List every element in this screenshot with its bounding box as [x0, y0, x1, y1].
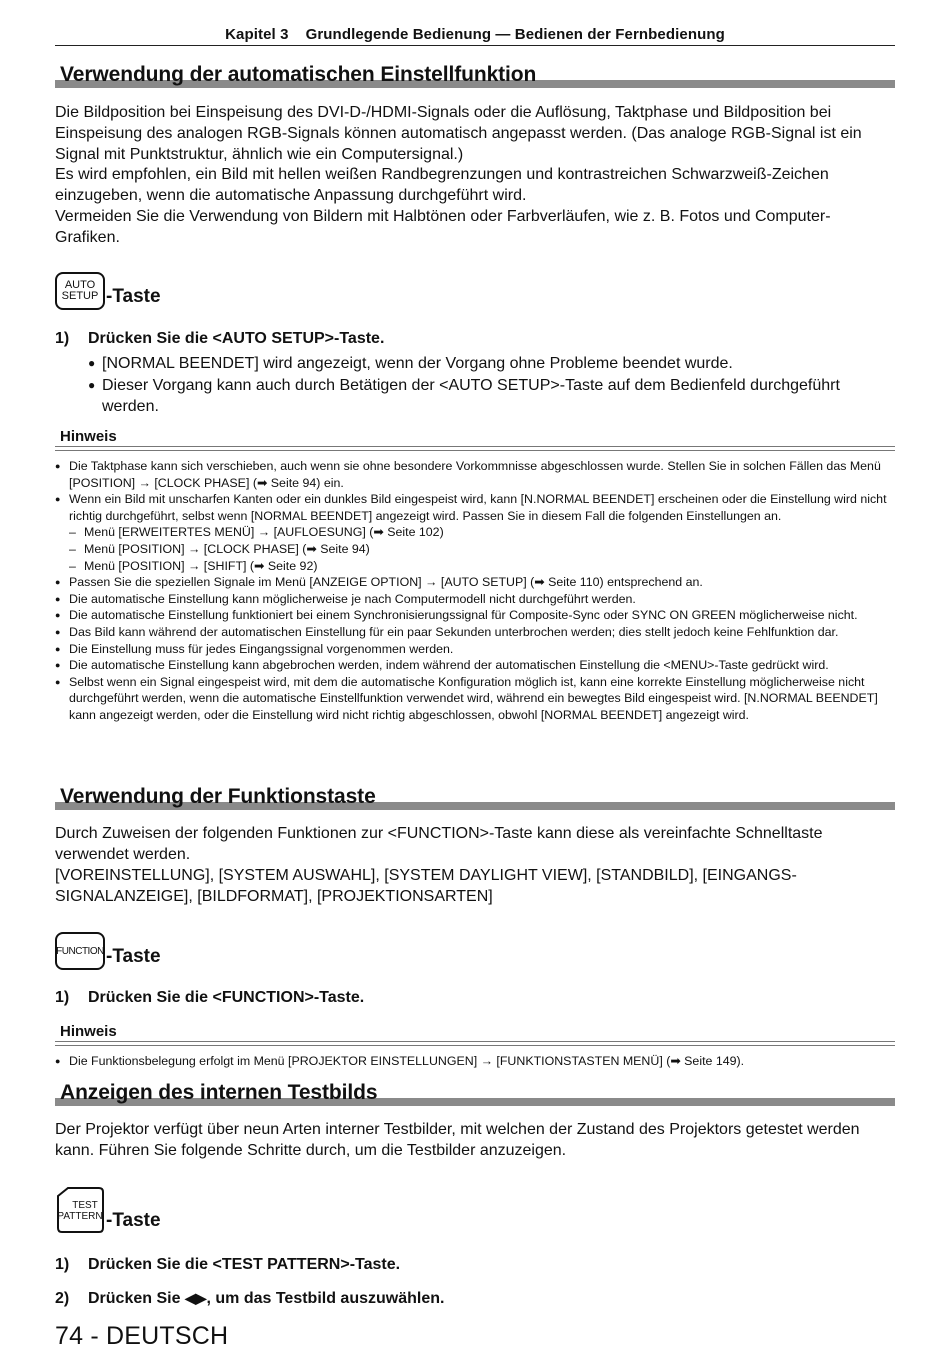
test-step-1 [55, 1256, 400, 1274]
hint-title: Hinweis [60, 428, 117, 445]
step-number: 1) [55, 1256, 70, 1273]
test-step-2 [55, 1290, 444, 1308]
key-text: SETUP [61, 290, 99, 302]
step-number: 1) [55, 330, 70, 347]
note-item: ● Die automatische Einstellung funktioniert bei einem Synchronisierungssignal für Composite-Sync oder SYNC ON GREEN möglicherweise nicht. [55, 607, 895, 624]
step-text: Drücken Sie die <FUNCTION>-Taste. [88, 989, 365, 1006]
note-item: ● Die Funktionsbelegung erfolgt im Menü [PROJEKTOR EINSTELLUNGEN] → [FUNKTIONSTASTEN MENÜ] (➡ Seite 149). [55, 1053, 895, 1070]
note-item: ● Die Taktphase kann sich verschieben, auch wenn sie ohne besondere Vorkommnisse abgeschlossen wurde. Stellen Sie in solchen Fällen das Menü [POSITION] → [CLOCK PHASE] (➡ Seite 94) ein. [55, 458, 895, 491]
test-intro-paragraph: Der Projektor verfügt über neun Arten interner Testbilder, mit welchen der Zustand des Projektors getestet werden kann. Führen Sie folgende Schritte durch, um die Testbilder anzuzeigen. [55, 1121, 860, 1159]
header-rule [55, 45, 895, 46]
note-item: ● Wenn ein Bild mit unscharfen Kanten oder ein dunkles Bild eingespeist wird, kann [N.NORMAL BEENDET] erscheinen oder die Einstellung wird nicht richtig durchgeführt, selbst wenn [NORMAL BEENDET] angezeigt wird. Passen Sie in diesem Fall die folgenden Einstellungen an. [55, 491, 895, 524]
section-heading-test [55, 1076, 895, 1106]
note-item: ● Die automatische Einstellung kann möglicherweise je nach Computermodell nicht durchgeführt werden. [55, 591, 895, 608]
note-subitem: – Menü [POSITION] → [CLOCK PHASE] (➡ Seite 94) [55, 541, 895, 558]
auto-recommend-paragraph: Es wird empfohlen, ein Bild mit hellen weißen Randbegrenzungen und kontrastreichen Schwarzweiß-Zeichen einzugeben, wenn die automatische Anpassung durchgeführt wird. [55, 166, 829, 204]
section-heading-function [55, 780, 895, 810]
section-title: Anzeigen des internen Testbilds [60, 1081, 378, 1104]
function-notes [55, 1053, 895, 1070]
section-title: Verwendung der automatischen Einstellfunktion [60, 63, 537, 86]
note-item: ● Die automatische Einstellung kann abgebrochen werden, indem während der automatischen Einstellung die <MENU>-Taste gedrückt wird. [55, 657, 895, 674]
key-text: AUTO [64, 279, 96, 291]
test-pattern-key-label [55, 1184, 161, 1234]
left-right-arrows-icon: ◀▶ [184, 1290, 207, 1306]
key-suffix: -Taste [106, 286, 161, 307]
auto-step-bullets [88, 353, 898, 417]
note-subitem: – Menü [POSITION] → [SHIFT] (➡ Seite 92) [55, 558, 895, 575]
step-text: , um das Testbild auszuwählen. [206, 1290, 445, 1307]
step-number: 2) [55, 1290, 70, 1307]
section-heading-auto [55, 58, 895, 88]
note-item: ● Die Einstellung muss für jedes Eingangssignal vorgenommen werden. [55, 641, 895, 658]
key-text: FUNCTION [56, 945, 104, 957]
page-number-footer: 74 - DEUTSCH [55, 1322, 229, 1350]
hint-rule [55, 446, 895, 451]
hint-rule [55, 1041, 895, 1046]
key-suffix: -Taste [106, 946, 161, 967]
note-item: ● Passen Sie die speziellen Signale im Menü [ANZEIGE OPTION] → [AUTO SETUP] (➡ Seite 110) entsprechend an. [55, 574, 895, 591]
note-item: ● Das Bild kann während der automatischen Einstellung für ein paar Sekunden unterbrochen werden; dies stellt jedoch keine Fehlfunktion dar. [55, 624, 895, 641]
key-text: TEST [72, 1200, 98, 1211]
step-text: Drücken Sie [88, 1290, 185, 1307]
section-title: Verwendung der Funktionstaste [60, 785, 376, 808]
key-text-block [55, 1200, 105, 1222]
step-text: Drücken Sie die <TEST PATTERN>-Taste. [88, 1256, 401, 1273]
step-text: Drücken Sie die <AUTO SETUP>-Taste. [88, 330, 385, 347]
list-item: ● Dieser Vorgang kann auch durch Betätigen der <AUTO SETUP>-Taste auf dem Bedienfeld durchgeführt werden. [88, 375, 898, 417]
hint-title: Hinweis [60, 1023, 117, 1040]
function-key-icon [55, 932, 105, 970]
auto-setup-key-label [55, 264, 161, 310]
auto-notes [55, 458, 895, 724]
note-item: ● Selbst wenn ein Signal eingespeist wird, mit dem die automatische Konfiguration möglich ist, kann eine korrekte Einstellung möglicherweise nicht durchgeführt werden, wenn die automatische Einstellfunktion verwendet wird, während ein bewegtes Bild eingespeist wird. [N.NORMAL BEENDET] kann angezeigt werden, oder die Einstellung wird nicht richtig abgeschlossen, obwohl [NORMAL BEENDET] angezeigt wird. [55, 674, 895, 724]
auto-setup-key-icon [55, 272, 105, 310]
auto-step-1 [55, 330, 384, 348]
function-intro-paragraph: Durch Zuweisen der folgenden Funktionen zur <FUNCTION>-Taste kann diese als vereinfachte Schnelltaste verwendet werden. [55, 825, 823, 863]
auto-intro-paragraph: Die Bildposition bei Einspeisung des DVI-D-/HDMI-Signals oder die Auflösung, Taktphase und Bildposition bei Einspeisung des analogen RGB-Signals können automatisch angepasst werden. (Das analoge RGB-Signal ist ein Signal mit Punktstruktur, ähnlich wie ein Computersignal.) [55, 104, 862, 163]
chapter-header: Kapitel 3 Grundlegende Bedienung — Bedienen der Fernbedienung [225, 26, 725, 43]
note-subitem: – Menü [ERWEITERTES MENÜ] → [AUFLOESUNG] (➡ Seite 102) [55, 524, 895, 541]
list-item: ● [NORMAL BEENDET] wird angezeigt, wenn der Vorgang ohne Probleme beendet wurde. [88, 353, 898, 374]
key-text: PATTERN [57, 1211, 103, 1222]
test-pattern-key-icon [55, 1186, 105, 1234]
key-suffix: -Taste [106, 1210, 161, 1231]
auto-avoid-paragraph: Vermeiden Sie die Verwendung von Bildern mit Halbtönen oder Farbverläufen, wie z. B. Fotos und Computer-Grafiken. [55, 208, 831, 246]
step-number: 1) [55, 989, 70, 1006]
function-step-1 [55, 989, 364, 1007]
function-options-paragraph: [VOREINSTELLUNG], [SYSTEM AUSWAHL], [SYSTEM DAYLIGHT VIEW], [STANDBILD], [EINGANGS-SIGNALANZEIGE], [BILDFORMAT], [PROJEKTIONSARTEN] [55, 867, 797, 905]
function-key-label [55, 924, 161, 970]
